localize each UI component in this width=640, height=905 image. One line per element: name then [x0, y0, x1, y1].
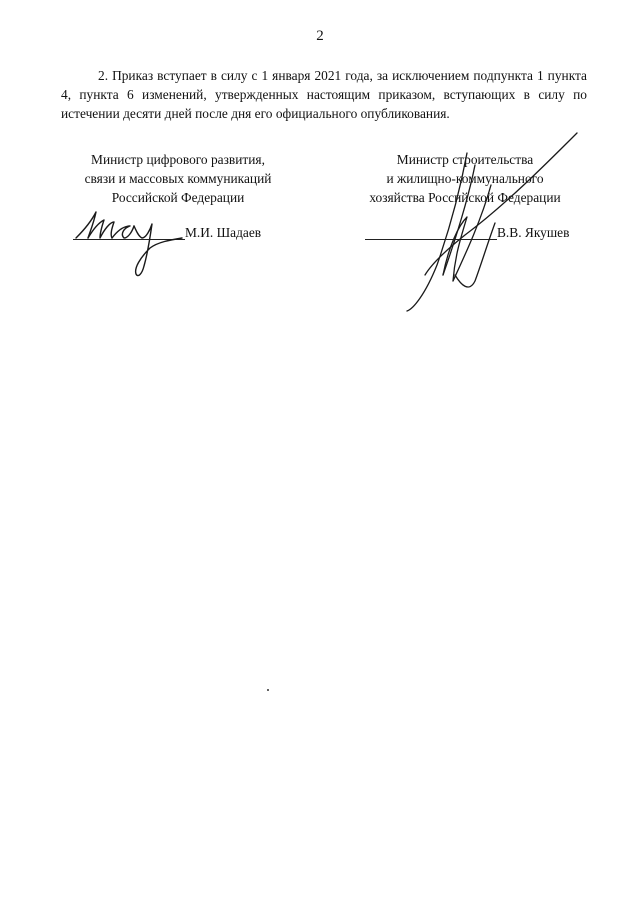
signatory-right-name: В.В. Якушев	[497, 225, 570, 240]
signatory-left-name: М.И. Шадаев	[185, 225, 262, 240]
page-number: 2	[316, 28, 324, 44]
signature-right-handwritten	[395, 125, 585, 315]
signatory-right-title-line-3: хозяйства Российской Федерации	[369, 190, 561, 205]
signatory-right-title-line-2: и жилищно-коммунального	[386, 171, 544, 186]
signatory-left-title-line-1: Министр цифрового развития,	[91, 152, 265, 167]
scan-speck	[267, 689, 269, 691]
order-paragraph: 2. Приказ вступает в силу с 1 января 2021 года, за исключением подпункта 1 пункта 4, пункта 6 изменений, утвержденных настоящим приказом, вступающих в силу по истечении десяти дней после дня его официального опубликования.	[61, 68, 587, 121]
signature-left-handwritten	[70, 208, 190, 288]
signatory-right-title-line-1: Министр строительства	[396, 152, 534, 167]
signatory-left-title	[66, 150, 290, 207]
signatory-left-title-line-2: связи и массовых коммуникаций	[84, 171, 272, 186]
signatory-left-title-line-3: Российской Федерации	[111, 190, 245, 205]
